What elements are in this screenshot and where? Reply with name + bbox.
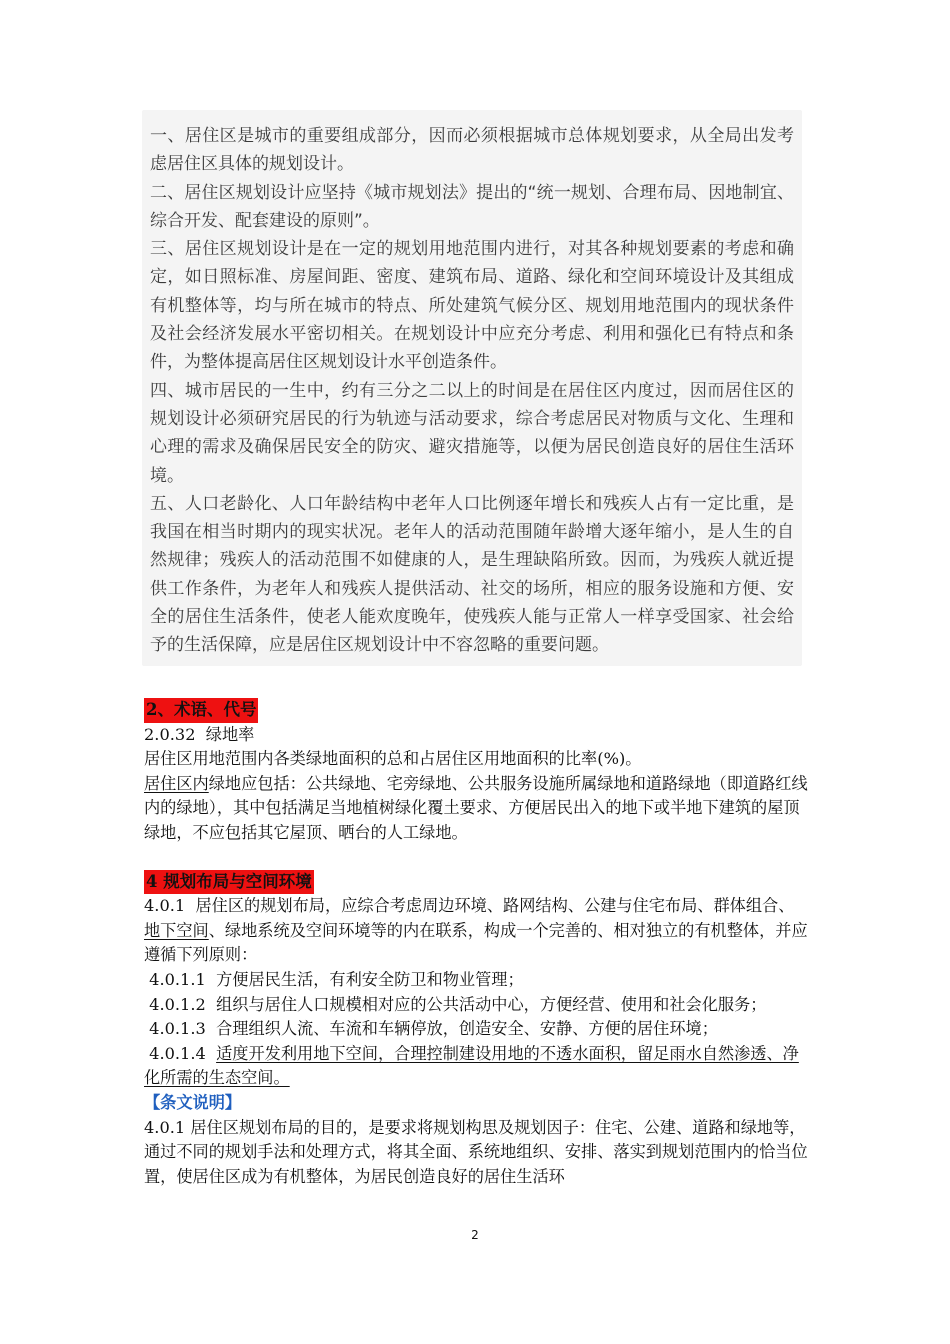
- clause-4-0-1-1: 4.0.1.1 方便居民生活，有利安全防卫和物业管理；: [144, 969, 524, 989]
- clause-explanation-text: 4.0.1 居住区规划布局的目的，是要求将规划构思及规划因子：住宅、公建、道路和绿地等，通过不同的规划手法和处理方式，将其全面、系统地组织、安排、落实到规划范围内的恰当位置，使居住区成为有机整体，为居民创造良好的居住生活环: [144, 1117, 808, 1186]
- scan-paragraph-2: 二、居住区规划设计应坚持《城市规划法》提出的“统一规划、合理布局、因地制宜、综合开发、配套建设的原则”。: [150, 182, 794, 231]
- clause-4-0-1-2: 4.0.1.2 组织与居住人口规模相对应的公共活动中心，方便经营、使用和社会化服务；: [144, 994, 767, 1014]
- clause-explanation-tag: 【条文说明】: [144, 1092, 242, 1112]
- page-number: 2: [471, 1228, 479, 1242]
- green-land-paragraph: [144, 772, 809, 846]
- section-2-heading: 2、术语、代号: [144, 698, 258, 723]
- scan-paragraph-3: 三、居住区规划设计是在一定的规划用地范围内进行，对其各种规划要素的考虑和确定，如日照标准、房屋间距、密度、建筑布局、道路、绿化和空间环境设计及其组成有机整体等，均与所在城市的特点、所处建筑气候分区、规划用地范围内的现状条件及社会经济发展水平密切相关。在规划设计中应充分考虑、利用和强化已有特点和条件，为整体提高居住区规划设计水平创造条件。: [150, 239, 794, 373]
- scan-paragraph-1: 一、居住区是城市的重要组成部分，因而必须根据城市总体规划要求，从全局出发考虑居住区具体的规划设计。: [150, 126, 794, 175]
- document-body: [144, 698, 809, 1189]
- underlined-clause-text: 适度开发利用地下空间，合理控制建设用地的不透水面积，留足雨水自然渗透、净化所需的生态空间。: [144, 1043, 799, 1088]
- clause-4-0-1: [144, 894, 809, 968]
- clause-4-0-1-3: 4.0.1.3 合理组织人流、车流和车辆停放，创造安全、安静、方便的居住环境；: [144, 1019, 718, 1039]
- clause-4-0-1-4: [144, 1042, 809, 1091]
- section-4-heading: 4 规划布局与空间环境: [144, 870, 314, 895]
- clause-number: 4.0.1.4: [144, 1043, 217, 1063]
- clause-text-a: 4.0.1 居住区的规划布局，应综合考虑周边环境、路网结构、公建与住宅布局、群体组合、: [144, 896, 795, 916]
- underlined-phrase: 地下空间: [144, 920, 209, 940]
- underlined-phrase: 居住区内: [144, 773, 209, 793]
- term-code: 2.0.32 绿地率: [144, 724, 255, 744]
- term-definition: 居住区用地范围内各类绿地面积的总和占居住区用地面积的比率(%)。: [144, 749, 642, 769]
- green-land-text: 绿地应包括：公共绿地、宅旁绿地、公共服务设施所属绿地和道路绿地（即道路红线内的绿地），其中包括满足当地植树绿化覆土要求、方便居民出入的地下或半地下建筑的屋顶绿地，不应包括其它屋顶、晒台的人工绿地。: [144, 773, 808, 842]
- scan-paragraph-4: 四、城市居民的一生中，约有三分之二以上的时间是在居住区内度过，因而居住区的规划设计必须研究居民的行为轨迹与活动要求，综合考虑居民对物质与文化、生理和心理的需求及确保居民安全的防灾、避灾措施等，以便为居民创造良好的居住生活环境。: [150, 380, 794, 486]
- scanned-text-image: [142, 110, 802, 666]
- scan-paragraph-5: 五、人口老龄化、人口年龄结构中老年人口比例逐年增长和残疾人占有一定比重，是我国在相当时期内的现实状况。老年人的活动范围随年龄增大逐年缩小，是人生的自然规律；残疾人的活动范围不如健康的人，是生理缺陷所致。因而，为残疾人就近提供工作条件，为老年人和残疾人提供活动、社交的场所，相应的服务设施和方便、安全的居住生活条件，使老人能欢度晚年，使残疾人能与正常人一样享受国家、社会给予的生活保障，应是居住区规划设计中不容忽略的重要问题。: [150, 493, 794, 656]
- clause-text-b: 、绿地系统及空间环境等的内在联系，构成一个完善的、相对独立的有机整体，并应遵循下列原则：: [144, 920, 808, 965]
